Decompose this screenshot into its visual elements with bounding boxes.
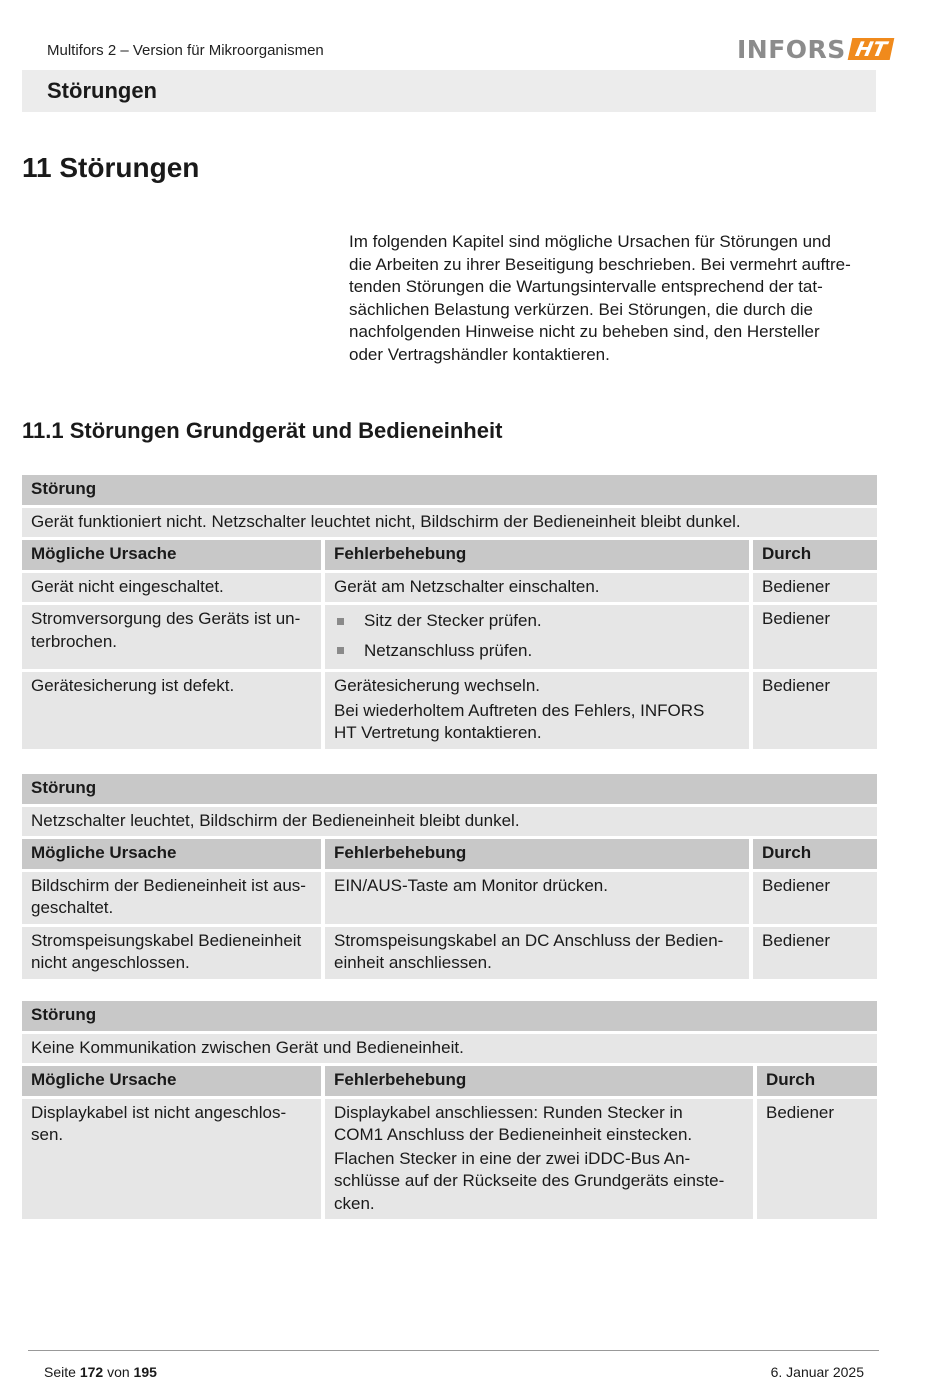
bullet-item bbox=[334, 610, 740, 633]
fix-line: cken. bbox=[334, 1193, 375, 1213]
fault-label: Störung bbox=[22, 1001, 877, 1031]
cause-line: nicht angeschlossen. bbox=[31, 953, 190, 972]
bullet-square-icon bbox=[337, 618, 344, 625]
fix-cell bbox=[325, 872, 749, 924]
column-header-fix: Fehlerbehebung bbox=[325, 540, 749, 570]
by-cell: Bediener bbox=[753, 573, 877, 603]
cause-cell bbox=[22, 573, 321, 603]
fix-line: EIN/AUS-Taste am Monitor drücken. bbox=[334, 875, 608, 895]
table-row bbox=[22, 927, 877, 979]
cause-cell bbox=[22, 605, 321, 669]
table-row bbox=[22, 573, 877, 603]
fault-table bbox=[22, 1001, 877, 1219]
fix-line: Bei wiederholtem Auftreten des Fehlers, INFORS bbox=[334, 700, 705, 720]
cause-line: Gerät nicht eingeschaltet. bbox=[31, 576, 224, 596]
by-cell: Bediener bbox=[753, 672, 877, 749]
table-row bbox=[22, 1099, 877, 1220]
document-header-title: Multifors 2 – Version für Mikroorganismen bbox=[47, 42, 324, 59]
column-header-fix: Fehlerbehebung bbox=[325, 839, 749, 869]
cause-line: sen. bbox=[31, 1125, 64, 1144]
cause-line: Bildschirm der Bedieneinheit ist aus- bbox=[31, 875, 306, 895]
intro-line: Im folgenden Kapitel sind mögliche Ursachen für Störungen und bbox=[349, 232, 831, 251]
fix-line: HT Vertretung kontaktieren. bbox=[334, 723, 542, 742]
fix-line: COM1 Anschluss der Bedieneinheit einstecken. bbox=[334, 1125, 693, 1144]
page-prefix: Seite bbox=[44, 1364, 76, 1380]
intro-line: nachfolgenden Hinweise nicht zu beheben sind, den Hersteller bbox=[349, 322, 820, 341]
subchapter-title: 11.1 Störungen Grundgerät und Bedieneinheit bbox=[22, 418, 503, 443]
bullet-text: Sitz der Stecker prüfen. bbox=[364, 611, 542, 630]
logo-wordmark: INFORS bbox=[737, 34, 846, 64]
section-header-bar bbox=[22, 70, 876, 112]
fix-line: schlüsse auf der Rückseite des Grundgeräts einste- bbox=[334, 1171, 725, 1190]
cause-line: Displaykabel ist nicht angeschlos- bbox=[31, 1102, 287, 1122]
current-page: 172 bbox=[79, 1364, 104, 1380]
fix-cell bbox=[325, 672, 749, 749]
cause-line: Stromversorgung des Geräts ist un- bbox=[31, 609, 301, 628]
by-cell: Bediener bbox=[753, 605, 877, 669]
fix-line: Gerätesicherung wechseln. bbox=[334, 676, 541, 695]
fault-label: Störung bbox=[22, 475, 877, 505]
cause-cell bbox=[22, 672, 321, 749]
section-title: Störungen bbox=[47, 78, 157, 103]
intro-line: tenden Störungen die Wartungsintervalle entsprechend der tat- bbox=[349, 277, 823, 296]
cause-cell bbox=[22, 1099, 321, 1220]
by-cell: Bediener bbox=[757, 1099, 877, 1220]
column-header-cause: Mögliche Ursache bbox=[22, 1066, 321, 1096]
bullet-item bbox=[334, 640, 740, 663]
column-header-by: Durch bbox=[757, 1066, 877, 1096]
intro-line: die Arbeiten zu ihrer Beseitigung beschrieben. Bei vermehrt auftre- bbox=[349, 254, 851, 274]
fault-table bbox=[22, 475, 877, 749]
total-pages: 195 bbox=[133, 1364, 157, 1380]
cause-line: Stromspeisungskabel Bedieneinheit bbox=[31, 930, 302, 950]
bullet-square-icon bbox=[337, 647, 344, 654]
fix-cell bbox=[325, 927, 749, 979]
by-cell: Bediener bbox=[753, 872, 877, 924]
fix-cell bbox=[325, 605, 749, 669]
infors-ht-logo bbox=[737, 34, 892, 64]
intro-paragraph bbox=[349, 231, 879, 366]
fault-description: Gerät funktioniert nicht. Netzschalter leuchtet nicht, Bildschirm der Bedieneinheit bleibt dunkel. bbox=[22, 508, 877, 538]
fix-line: Gerät am Netzschalter einschalten. bbox=[334, 576, 600, 596]
by-cell: Bediener bbox=[753, 927, 877, 979]
fault-table bbox=[22, 774, 877, 979]
column-header-cause: Mögliche Ursache bbox=[22, 839, 321, 869]
column-header-by: Durch bbox=[753, 540, 877, 570]
column-header-cause: Mögliche Ursache bbox=[22, 540, 321, 570]
bullet-text: Netzanschluss prüfen. bbox=[364, 640, 533, 660]
table-row bbox=[22, 872, 877, 924]
fix-line: Displaykabel anschliessen: Runden Stecker in bbox=[334, 1102, 683, 1122]
cause-line: geschaltet. bbox=[31, 898, 114, 917]
fix-cell bbox=[325, 573, 749, 603]
intro-line: oder Vertragshändler kontaktieren. bbox=[349, 344, 610, 364]
fault-description: Keine Kommunikation zwischen Gerät und Bedieneinheit. bbox=[22, 1034, 877, 1064]
fix-cell bbox=[325, 1099, 753, 1220]
fix-line: einheit anschliessen. bbox=[334, 953, 492, 972]
cause-cell bbox=[22, 872, 321, 924]
cause-line: terbrochen. bbox=[31, 631, 117, 651]
logo-ht-badge: HT bbox=[847, 38, 894, 60]
fault-label: Störung bbox=[22, 774, 877, 804]
chapter-title: 11 Störungen bbox=[22, 152, 200, 183]
table-row bbox=[22, 672, 877, 749]
footer-date: 6. Januar 2025 bbox=[770, 1364, 864, 1380]
table-row bbox=[22, 605, 877, 669]
page-mid: von bbox=[107, 1364, 130, 1380]
column-header-fix: Fehlerbehebung bbox=[325, 1066, 753, 1096]
fault-description: Netzschalter leuchtet, Bildschirm der Bedieneinheit bleibt dunkel. bbox=[22, 807, 877, 837]
intro-line: sächlichen Belastung verkürzen. Bei Störungen, die durch die bbox=[349, 299, 814, 319]
page-number bbox=[44, 1364, 157, 1380]
fix-line: Stromspeisungskabel an DC Anschluss der Bedien- bbox=[334, 930, 724, 950]
footer-divider bbox=[28, 1350, 879, 1351]
fix-line: Flachen Stecker in eine der zwei iDDC-Bus An- bbox=[334, 1148, 691, 1168]
cause-cell bbox=[22, 927, 321, 979]
column-header-by: Durch bbox=[753, 839, 877, 869]
cause-line: Gerätesicherung ist defekt. bbox=[31, 676, 235, 695]
